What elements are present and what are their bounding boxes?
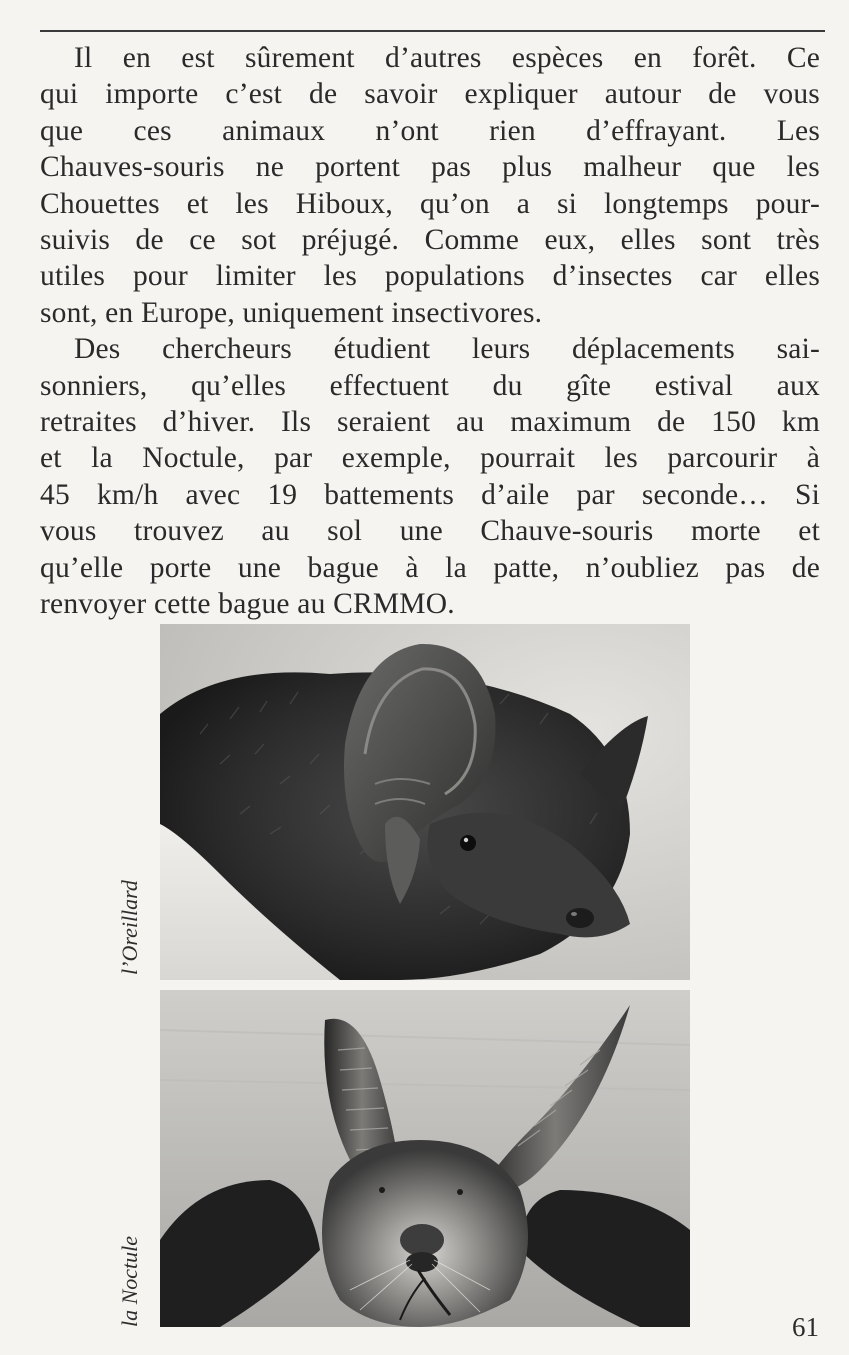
text-line: vous trouvez au sol une Chauve-souris morte et <box>40 515 820 548</box>
text-line: sonniers, qu’elles effectuent du gîte estival aux <box>40 369 820 402</box>
text-line: retraites d’hiver. Ils seraient au maximum de 150 km <box>40 406 820 439</box>
text-line: Des chercheurs étudient leurs déplacements sai- <box>74 333 820 366</box>
paragraph-2 <box>40 331 820 622</box>
text-line: sont, en Europe, uniquement insectivores. <box>40 296 543 329</box>
body-text <box>40 40 820 623</box>
text-line: et la Noctule, par exemple, pourrait les parcourir à <box>40 442 820 475</box>
text-line: utiles pour limiter les populations d’insectes car elles <box>40 260 820 293</box>
text-line: Chouettes et les Hiboux, qu’on a si longtemps pour- <box>40 187 820 220</box>
text-line: Chauves-souris ne portent pas plus malheur que les <box>40 151 820 184</box>
top-rule <box>40 30 825 32</box>
text-line: Il en est sûrement d’autres espèces en forêt. Ce <box>74 42 820 74</box>
text-line: suivis de ce sot préjugé. Comme eux, elles sont très <box>40 224 820 257</box>
caption-noctule: la Noctule <box>117 1235 142 1327</box>
photo-noctule <box>160 990 690 1327</box>
text-line: 45 km/h avec 19 battements d’aile par seconde… Si <box>40 478 820 511</box>
text-line: renvoyer cette bague au CRMMO. <box>40 588 455 621</box>
text-line: qu’elle porte une bague à la patte, n’oubliez pas de <box>40 551 820 584</box>
text-line: que ces animaux n’ont rien d’effrayant. Les <box>40 114 820 147</box>
photo-oreillard <box>160 624 690 980</box>
paragraph-1 <box>40 40 820 331</box>
caption-oreillard: l’Oreillard <box>117 880 142 975</box>
page-number: 61 <box>792 1312 819 1342</box>
text-line: qui importe c’est de savoir expliquer autour de vous <box>40 78 820 111</box>
